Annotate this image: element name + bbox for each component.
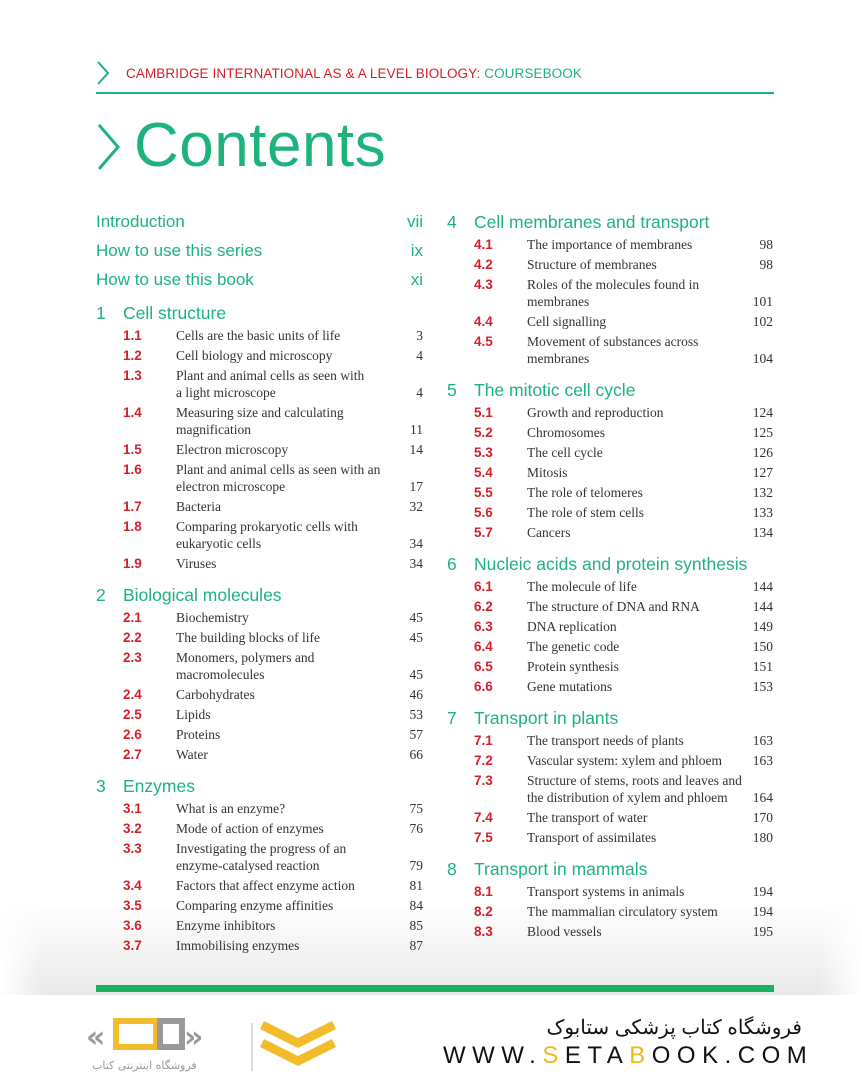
section-entry[interactable] [96, 404, 423, 441]
section-page: 34 [409, 536, 423, 551]
section-entry[interactable] [447, 524, 773, 544]
entry-page: xi [410, 270, 423, 289]
section-number: 1.8 [123, 519, 142, 534]
section-title: Measuring size and calculating magnification [176, 405, 344, 437]
section-title: The role of stem cells [527, 505, 644, 520]
section-entry[interactable] [447, 256, 773, 276]
section-title: Immobilising enzymes [176, 938, 300, 953]
section-entry[interactable] [96, 706, 423, 726]
chapter-number: 6 [447, 554, 457, 574]
section-number: 5.6 [474, 505, 493, 520]
section-number: 3.3 [123, 841, 142, 856]
section-page: 104 [752, 351, 773, 366]
chapter-title: The mitotic cell cycle [474, 380, 636, 400]
section-page: 102 [752, 314, 773, 329]
chapter-heading[interactable] [96, 583, 423, 609]
entry-title: How to use this book [96, 270, 254, 289]
section-page: 195 [752, 924, 773, 939]
svg-text:«: « [86, 1020, 106, 1055]
section-number: 1.6 [123, 462, 142, 477]
section-page: 101 [752, 294, 773, 309]
section-number: 4.1 [474, 237, 493, 252]
section-page: 180 [752, 830, 773, 845]
chapter-title: Cell structure [123, 303, 227, 323]
section-page: 127 [752, 465, 773, 480]
section-title: Comparing enzyme affinities [176, 898, 334, 913]
section-number: 7.5 [474, 830, 493, 845]
chapter-heading[interactable] [96, 774, 423, 800]
section-number: 6.5 [474, 659, 493, 674]
section-entry[interactable] [96, 649, 423, 686]
section-number: 2.5 [123, 707, 142, 722]
section-title: Movement of substances across membranes [527, 334, 699, 366]
section-page: 3 [416, 328, 423, 343]
section-entry[interactable] [96, 609, 423, 629]
section-page: 98 [759, 257, 773, 272]
store-name: فروشگاه کتاب پزشکی ستابوک [546, 1017, 802, 1039]
section-page: 87 [409, 938, 423, 953]
section-entry[interactable] [447, 678, 773, 698]
chapter-number: 7 [447, 708, 457, 728]
chapter-number: 4 [447, 212, 457, 232]
section-number: 1.1 [123, 328, 142, 343]
section-title: The mammalian circulatory system [527, 904, 718, 919]
section-entry[interactable] [447, 883, 773, 903]
section-page: 45 [409, 630, 423, 645]
section-number: 2.1 [123, 610, 142, 625]
chapter-heading[interactable] [96, 301, 423, 327]
section-number: 3.4 [123, 878, 142, 893]
section-page: 11 [410, 422, 423, 437]
section-page: 194 [752, 884, 773, 899]
section-title: Structure of stems, roots and leaves and the distribution of xylem and phloem [527, 773, 742, 805]
section-number: 4.5 [474, 334, 493, 349]
section-number: 6.2 [474, 599, 493, 614]
section-entry[interactable] [96, 367, 423, 404]
section-entry[interactable] [96, 441, 423, 461]
section-number: 2.4 [123, 687, 142, 702]
section-page: 151 [752, 659, 773, 674]
section-page: 81 [409, 878, 423, 893]
section-entry[interactable] [96, 629, 423, 649]
entry-title: How to use this series [96, 241, 263, 260]
section-entry[interactable] [96, 917, 423, 937]
section-entry[interactable] [447, 732, 773, 752]
chevron-right-icon [96, 122, 122, 172]
section-title: The cell cycle [527, 445, 603, 460]
section-page: 194 [752, 904, 773, 919]
section-page: 149 [752, 619, 773, 634]
front-matter-entry[interactable] [96, 268, 423, 297]
section-number: 2.2 [123, 630, 142, 645]
section-title: Carbohydrates [176, 687, 255, 702]
chapter-heading[interactable] [447, 378, 773, 404]
section-title: Roles of the molecules found in membranes [527, 277, 700, 309]
front-matter-entry[interactable] [96, 239, 423, 268]
section-entry[interactable] [447, 424, 773, 444]
section-title: Plant and animal cells as seen with an electron microscope [176, 462, 381, 494]
contents-left-column [96, 210, 423, 957]
section-entry[interactable] [96, 746, 423, 766]
section-title: Electron microscopy [176, 442, 289, 457]
section-title: Proteins [176, 727, 221, 742]
entry-page: ix [410, 241, 423, 260]
section-page: 124 [752, 405, 773, 420]
section-entry[interactable] [96, 518, 423, 555]
section-title: The transport of water [527, 810, 648, 825]
chapter-number: 5 [447, 380, 457, 400]
section-number: 2.3 [123, 650, 142, 665]
entry-title: Introduction [96, 212, 185, 231]
chapter-heading[interactable] [447, 552, 773, 578]
section-page: 85 [409, 918, 423, 933]
section-title: Investigating the progress of an enzyme-catalysed reaction [176, 841, 347, 873]
book-title [126, 66, 582, 81]
section-entry[interactable] [96, 820, 423, 840]
section-page: 144 [752, 579, 773, 594]
section-page: 134 [752, 525, 773, 540]
section-entry[interactable] [447, 484, 773, 504]
section-number: 3.7 [123, 938, 142, 953]
section-title: Cells are the basic units of life [176, 328, 341, 343]
section-title: The importance of membranes [527, 237, 693, 252]
section-number: 5.1 [474, 405, 493, 420]
section-page: 170 [752, 810, 773, 825]
section-entry[interactable] [96, 800, 423, 820]
section-page: 75 [409, 801, 423, 816]
section-number: 3.1 [123, 801, 142, 816]
section-title: The genetic code [527, 639, 620, 654]
section-page: 17 [409, 479, 423, 494]
section-page: 53 [409, 707, 423, 722]
chapter-heading[interactable] [447, 706, 773, 732]
section-title: Enzyme inhibitors [176, 918, 276, 933]
section-title: What is an enzyme? [176, 801, 286, 816]
section-page: 125 [752, 425, 773, 440]
section-number: 5.4 [474, 465, 493, 480]
section-number: 1.2 [123, 348, 142, 363]
running-header [96, 60, 774, 94]
chapter-title: Cell membranes and transport [474, 212, 710, 232]
svg-text:»: » [184, 1020, 204, 1055]
section-title: Biochemistry [176, 610, 249, 625]
front-matter-entry[interactable] [96, 210, 423, 239]
store-url: WWW.SETABOOK.COM [443, 1042, 814, 1069]
section-entry[interactable] [447, 829, 773, 849]
section-number: 3.2 [123, 821, 142, 836]
section-entry[interactable] [96, 555, 423, 575]
section-page: 46 [409, 687, 423, 702]
section-number: 8.3 [474, 924, 493, 939]
chapter-heading[interactable] [447, 857, 773, 883]
section-title: Cancers [527, 525, 571, 540]
section-page: 4 [416, 348, 423, 363]
section-page: 66 [409, 747, 423, 762]
section-title: Factors that affect enzyme action [176, 878, 355, 893]
chapter-number: 2 [96, 585, 106, 605]
section-entry[interactable] [96, 840, 423, 877]
section-title: Transport of assimilates [527, 830, 657, 845]
section-number: 1.3 [123, 368, 142, 383]
section-title: Monomers, polymers and macromolecules [176, 650, 315, 682]
section-entry[interactable] [447, 276, 773, 313]
section-title: Protein synthesis [527, 659, 619, 674]
section-title: Structure of membranes [527, 257, 657, 272]
section-entry[interactable] [96, 461, 423, 498]
chapter-number: 1 [96, 303, 106, 323]
section-number: 4.2 [474, 257, 493, 272]
setabook-logo [80, 1013, 340, 1075]
section-title: The molecule of life [527, 579, 637, 594]
section-entry[interactable] [96, 937, 423, 957]
chapter-title: Enzymes [123, 776, 195, 796]
book-edition: COURSEBOOK [484, 66, 582, 81]
section-number: 7.2 [474, 753, 493, 768]
book-series: CAMBRIDGE INTERNATIONAL AS & A LEVEL BIOLOGY: [126, 66, 485, 81]
section-entry[interactable] [96, 726, 423, 746]
section-page: 133 [752, 505, 773, 520]
section-number: 5.7 [474, 525, 493, 540]
section-entry[interactable] [447, 464, 773, 484]
section-title: Growth and reproduction [527, 405, 664, 420]
section-title: The structure of DNA and RNA [527, 599, 700, 614]
section-number: 2.7 [123, 747, 142, 762]
section-entry[interactable] [447, 504, 773, 524]
chapter-title: Transport in mammals [474, 859, 648, 879]
section-page: 163 [752, 753, 773, 768]
section-page: 164 [752, 790, 773, 805]
section-number: 6.4 [474, 639, 493, 654]
section-page: 126 [752, 445, 773, 460]
section-title: Cell biology and microscopy [176, 348, 333, 363]
section-entry[interactable] [447, 313, 773, 333]
section-number: 5.3 [474, 445, 493, 460]
section-entry[interactable] [447, 578, 773, 598]
contents-right-column [447, 210, 773, 943]
section-entry[interactable] [447, 618, 773, 638]
section-title: Blood vessels [527, 924, 602, 939]
section-title: The transport needs of plants [527, 733, 684, 748]
section-entry[interactable] [96, 877, 423, 897]
section-number: 4.4 [474, 314, 493, 329]
section-number: 5.2 [474, 425, 493, 440]
section-number: 1.5 [123, 442, 142, 457]
section-number: 6.3 [474, 619, 493, 634]
section-number: 3.5 [123, 898, 142, 913]
section-page: 84 [409, 898, 423, 913]
section-title: Viruses [176, 556, 217, 571]
section-number: 5.5 [474, 485, 493, 500]
section-number: 3.6 [123, 918, 142, 933]
section-title: Vascular system: xylem and phloem [527, 753, 722, 768]
section-number: 4.3 [474, 277, 493, 292]
section-page: 98 [759, 237, 773, 252]
section-title: Mitosis [527, 465, 568, 480]
logo-tagline: فروشگاه اینترنتی کتاب [92, 1059, 197, 1072]
section-page: 14 [409, 442, 423, 457]
section-title: Water [176, 747, 208, 762]
section-number: 1.7 [123, 499, 142, 514]
section-entry[interactable] [447, 333, 773, 370]
section-number: 2.6 [123, 727, 142, 742]
section-title: Chromosomes [527, 425, 606, 440]
section-page: 57 [409, 727, 423, 742]
section-title: Plant and animal cells as seen with a light microscope [176, 368, 365, 400]
section-page: 34 [409, 556, 423, 571]
section-page: 153 [752, 679, 773, 694]
section-entry[interactable] [447, 809, 773, 829]
section-entry[interactable] [96, 498, 423, 518]
section-title: The role of telomeres [527, 485, 643, 500]
section-number: 6.1 [474, 579, 493, 594]
section-entry[interactable] [96, 327, 423, 347]
section-page: 4 [416, 385, 423, 400]
entry-page: vii [406, 212, 423, 231]
section-number: 8.2 [474, 904, 493, 919]
section-entry[interactable] [447, 752, 773, 772]
section-title: Mode of action of enzymes [176, 821, 324, 836]
section-number: 1.9 [123, 556, 142, 571]
section-page: 144 [752, 599, 773, 614]
section-entry[interactable] [447, 444, 773, 464]
section-title: Cell signalling [527, 314, 607, 329]
section-page: 150 [752, 639, 773, 654]
section-title: Comparing prokaryotic cells with eukaryotic cells [176, 519, 358, 551]
section-title: The building blocks of life [176, 630, 320, 645]
section-number: 7.3 [474, 773, 493, 788]
section-page: 132 [752, 485, 773, 500]
section-title: Lipids [176, 707, 211, 722]
section-entry[interactable] [96, 347, 423, 367]
section-number: 1.4 [123, 405, 142, 420]
section-title: Gene mutations [527, 679, 613, 694]
section-page: 79 [409, 858, 423, 873]
section-number: 8.1 [474, 884, 493, 899]
section-entry[interactable] [447, 638, 773, 658]
section-page: 163 [752, 733, 773, 748]
section-entry[interactable] [447, 598, 773, 618]
chapter-title: Biological molecules [123, 585, 282, 605]
chapter-heading[interactable] [447, 210, 773, 236]
chapter-title: Transport in plants [474, 708, 619, 728]
section-number: 6.6 [474, 679, 493, 694]
section-page: 76 [409, 821, 423, 836]
section-entry[interactable] [96, 897, 423, 917]
section-entry[interactable] [96, 686, 423, 706]
section-title: Transport systems in animals [527, 884, 685, 899]
chapter-title: Nucleic acids and protein synthesis [474, 554, 748, 574]
chapter-number: 3 [96, 776, 106, 796]
section-entry[interactable] [447, 404, 773, 424]
section-entry[interactable] [447, 903, 773, 923]
section-title: DNA replication [527, 619, 617, 634]
section-page: 32 [409, 499, 423, 514]
page-title: Contents [134, 111, 387, 180]
section-title: Bacteria [176, 499, 221, 514]
section-number: 7.1 [474, 733, 493, 748]
section-entry[interactable] [447, 236, 773, 256]
section-entry[interactable] [447, 772, 773, 809]
chevron-right-icon [96, 60, 110, 86]
footer-divider [96, 985, 774, 992]
section-page: 45 [409, 667, 423, 682]
chapter-number: 8 [447, 859, 457, 879]
section-entry[interactable] [447, 658, 773, 678]
section-page: 45 [409, 610, 423, 625]
section-number: 7.4 [474, 810, 493, 825]
section-entry[interactable] [447, 923, 773, 943]
watermark-footer [0, 995, 862, 1080]
